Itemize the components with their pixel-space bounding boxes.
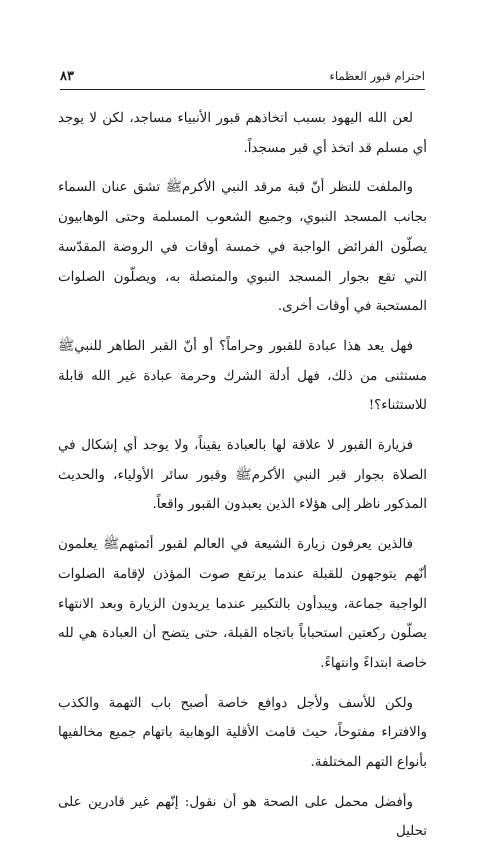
header-divider	[60, 89, 425, 90]
paragraph: فهل يعد هذا عبادة للقبور وحراماً؟ أو أنّ القبر الطاهر للنبيﷺ مستثنى من ذلك، فهل أدلة الشرك وحرمة عبادة غير الله قابلة للاستثناء؟!	[58, 338, 427, 414]
body-text	[58, 104, 427, 857]
header-title: احترام قبور العظماء	[329, 69, 425, 83]
paragraph: وأفضل محمل على الصحة هو أن نقول: إنّهم غير قادرين على تحليل	[58, 794, 427, 840]
paragraph: والملفت للنظر أنّ قبة مرقد النبي الأكرمﷺ تشق عنان السماء بجانب المسجد النبوي، وجميع الشعوب المسلمة وحتى الوهابيون يصلّون الفرائض الواجبة في خمسة أوقات في الروضة المقدّسة التي تقع بجوار المسجد النبوي والمتصلة به، ويصلّون الصلوات المستحبة في أوقات أخرى.	[58, 180, 427, 315]
paragraph: فالذين يعرفون زيارة الشيعة في العالم لقبور أئمتهمﷺ يعلمون أنّهم يتوجهون للقبلة عندما يرتفع صوت المؤذن لإقامة الصلوات الواجبة جماعة، ويبدأون بالتكبير عندما يريدون الزيارة وبعد الانتهاء يصلّون ركعتين استحباباً باتجاه القبلة، حتى يتضح أن العبادة هي لله خاصة ابتداءً وانتهاءً.	[58, 537, 427, 671]
paragraph: ولكن للأسف ولأجل دوافع خاصة أصبح باب التهمة والكذب والافتراء مفتوحاً، حيث قامت الأقلية الوهابية باتهام جميع مخالفيها بأنواع التهم المختلفة.	[58, 695, 427, 771]
running-header	[60, 66, 425, 86]
paragraph: لعن الله اليهود بسبب اتخاذهم قبور الأنبياء مساجد، لكن لا يوجد أي مسلم قد اتخذ أي قبر مسجداً.	[58, 111, 427, 156]
page-number: ٨٣	[60, 68, 74, 84]
paragraph: فزيارة القبور لا علاقة لها بالعبادة يقيناً، ولا يوجد أي إشكال في الصلاة بجوار قبر النبي الأكرمﷺ وقبور سائر الأولياء، والحديث المذكور ناظر إلى هؤلاء الذين يعبدون القبور واقعاً.	[58, 438, 427, 513]
